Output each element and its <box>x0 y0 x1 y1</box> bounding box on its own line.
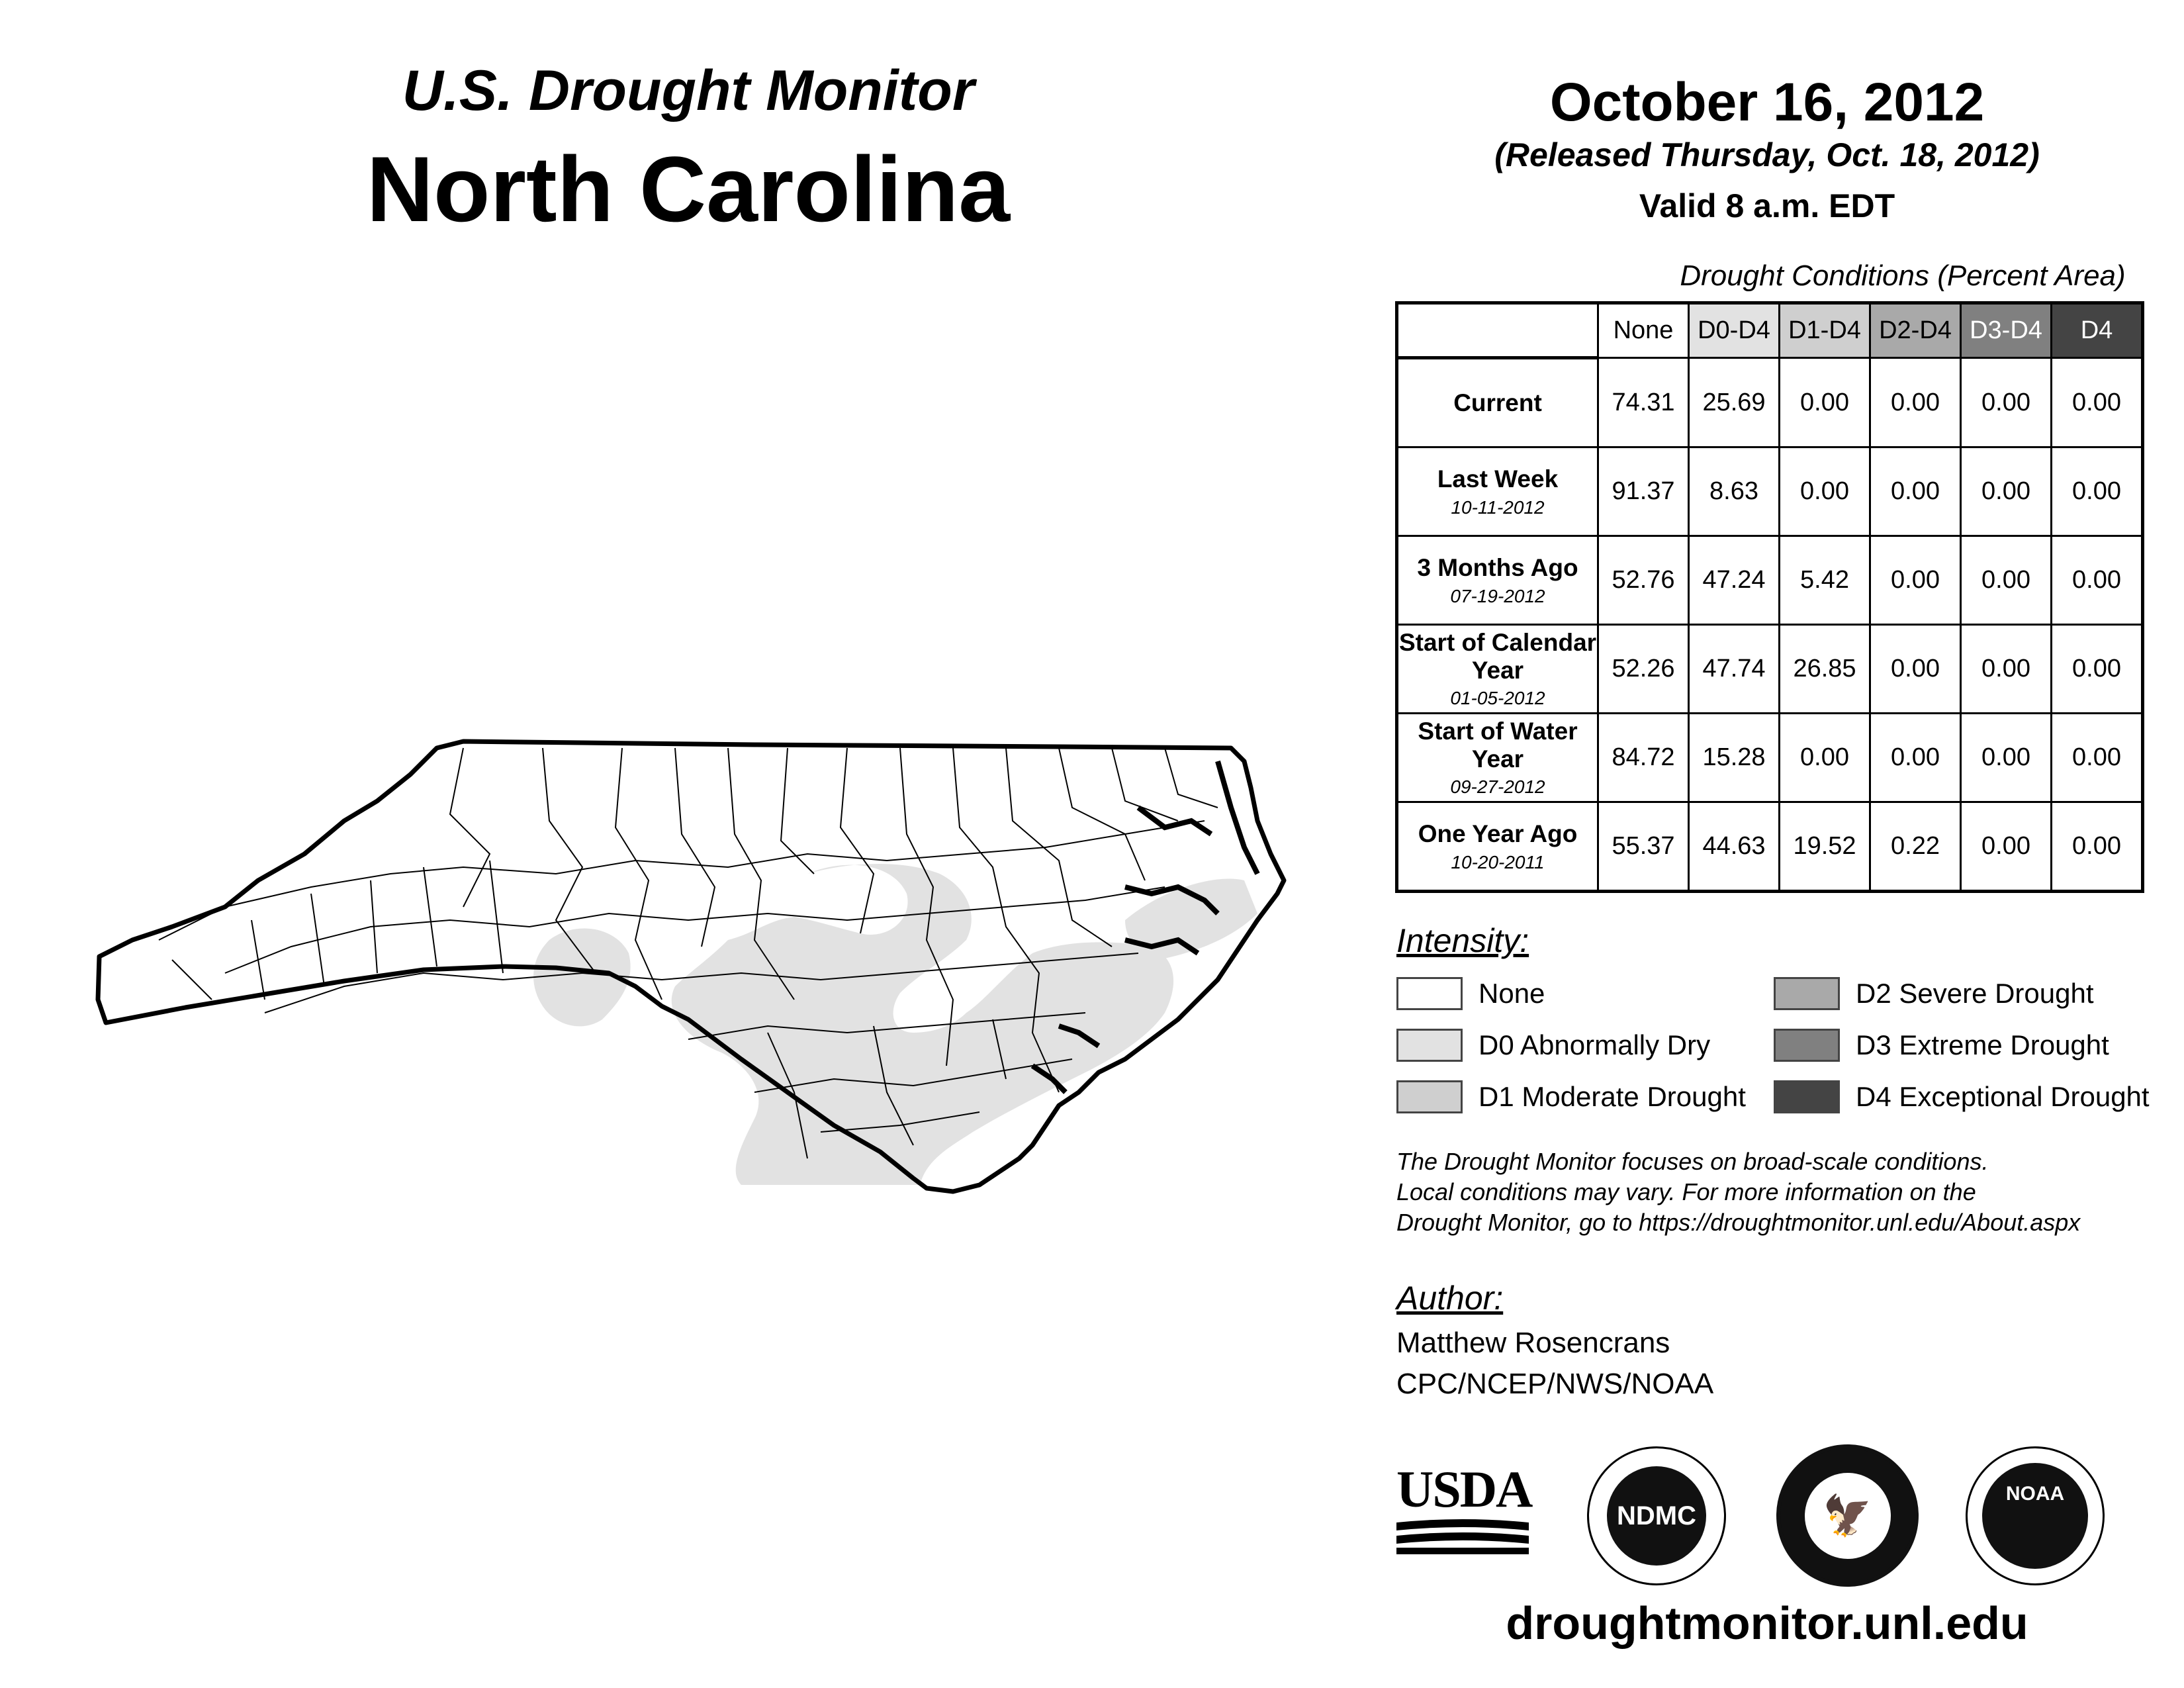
state-title: North Carolina <box>366 137 1011 241</box>
table-row <box>1397 802 2143 892</box>
table-cell: 0.00 <box>1780 447 1870 536</box>
legend-swatch <box>1774 1029 1840 1062</box>
map-date: October 16, 2012 <box>1549 72 1985 132</box>
table-cell: 52.76 <box>1598 536 1689 625</box>
table-cell: 0.00 <box>2052 802 2143 892</box>
table-cell: 0.00 <box>1961 802 2052 892</box>
valid-time: Valid 8 a.m. EDT <box>1639 187 1895 224</box>
table-cell: 0.00 <box>2052 714 2143 802</box>
row-date: 09-27-2012 <box>1450 776 1545 798</box>
col-d2-d4: D2-D4 <box>1870 303 1961 358</box>
legend-swatch <box>1774 977 1840 1010</box>
row-date: 07-19-2012 <box>1450 585 1545 606</box>
header-blank <box>1397 303 1598 358</box>
table-cell: 0.00 <box>1870 625 1961 714</box>
col-none: None <box>1598 303 1689 358</box>
commerce-seal-logo <box>1776 1444 1919 1587</box>
monitor-title: U.S. Drought Monitor <box>402 59 975 122</box>
table-cell: 15.28 <box>1689 714 1780 802</box>
legend-item-d1: D1 Moderate Drought <box>1396 1080 1746 1113</box>
state-map <box>93 722 1310 1198</box>
table-cell: 0.00 <box>2052 447 2143 536</box>
table-cell: 74.31 <box>1598 358 1689 447</box>
table-cell: 0.00 <box>1780 358 1870 447</box>
author-info <box>1396 1323 1713 1405</box>
legend-swatch <box>1396 977 1463 1010</box>
table-cell: 0.00 <box>1961 358 2052 447</box>
row-date: 10-20-2011 <box>1451 851 1545 872</box>
table-cell: 0.00 <box>1870 536 1961 625</box>
website-url: droughtmonitor.unl.edu <box>1506 1597 2028 1649</box>
table-cell: 84.72 <box>1598 714 1689 802</box>
table-cell: 25.69 <box>1689 358 1780 447</box>
legend-item-d0: D0 Abnormally Dry <box>1396 1029 1710 1062</box>
col-d3-d4: D3-D4 <box>1961 303 2052 358</box>
table-cell: 0.00 <box>1961 536 2052 625</box>
table-cell: 0.00 <box>1961 447 2052 536</box>
row-label: Start of Water Year 09-27-2012 <box>1397 714 1598 802</box>
table-cell: 52.26 <box>1598 625 1689 714</box>
col-d1-d4: D1-D4 <box>1780 303 1870 358</box>
disclaimer-note: The Drought Monitor focuses on broad-scale conditions. Local conditions may vary. For more information on the Drought Monitor, go to https://droughtmonitor.unl.edu/About.aspx <box>1396 1148 2081 1236</box>
row-label: Last Week 10-11-2012 <box>1397 447 1598 536</box>
legend-item-d2: D2 Severe Drought <box>1774 977 2094 1010</box>
ndmc-logo: NDMC <box>1587 1446 1726 1585</box>
col-d0-d4: D0-D4 <box>1689 303 1780 358</box>
table-cell: 47.24 <box>1689 536 1780 625</box>
table-cell: 8.63 <box>1689 447 1780 536</box>
col-d4: D4 <box>2052 303 2143 358</box>
table-cell: 47.74 <box>1689 625 1780 714</box>
table-cell: 0.00 <box>1870 714 1961 802</box>
drought-conditions-table <box>1395 301 2144 893</box>
intensity-heading: Intensity: <box>1396 922 1529 959</box>
row-label: Start of Calendar Year 01-05-2012 <box>1397 625 1598 714</box>
row-label: One Year Ago 10-20-2011 <box>1397 802 1598 892</box>
legend-swatch <box>1396 1029 1463 1062</box>
row-label: Current <box>1397 358 1598 447</box>
table-row <box>1397 536 2143 625</box>
table-cell: 44.63 <box>1689 802 1780 892</box>
legend-item-d4: D4 Exceptional Drought <box>1774 1080 2150 1113</box>
author-heading: Author: <box>1396 1280 1504 1317</box>
row-label: 3 Months Ago 07-19-2012 <box>1397 536 1598 625</box>
table-row <box>1397 447 2143 536</box>
table-cell: 0.00 <box>2052 625 2143 714</box>
table-caption: Drought Conditions (Percent Area) <box>1680 259 2126 292</box>
table-cell: 0.00 <box>2052 358 2143 447</box>
release-date: (Released Thursday, Oct. 18, 2012) <box>1494 136 2040 173</box>
author-org: CPC/NCEP/NWS/NOAA <box>1396 1368 1714 1400</box>
table-cell: 91.37 <box>1598 447 1689 536</box>
legend-item-d3: D3 Extreme Drought <box>1774 1029 2109 1062</box>
legend-item-none: None <box>1396 977 1545 1010</box>
table-cell: 55.37 <box>1598 802 1689 892</box>
legend-swatch <box>1774 1080 1840 1113</box>
author-name: Matthew Rosencrans <box>1396 1327 1670 1359</box>
table-header-row <box>1397 303 2143 358</box>
table-row <box>1397 714 2143 802</box>
table-cell: 0.00 <box>1870 358 1961 447</box>
table-row <box>1397 625 2143 714</box>
row-date: 10-11-2012 <box>1451 496 1545 518</box>
table-row <box>1397 358 2143 447</box>
usda-stripes <box>1396 1516 1529 1556</box>
table-cell: 0.00 <box>2052 536 2143 625</box>
table-cell: 5.42 <box>1780 536 1870 625</box>
table-cell: 0.00 <box>1961 625 2052 714</box>
legend-swatch <box>1396 1080 1463 1113</box>
noaa-logo: NOAA <box>1966 1446 2105 1585</box>
table-cell: 0.00 <box>1870 447 1961 536</box>
table-cell: 26.85 <box>1780 625 1870 714</box>
table-cell: 0.22 <box>1870 802 1961 892</box>
table-cell: 0.00 <box>1961 714 2052 802</box>
table-cell: 19.52 <box>1780 802 1870 892</box>
usda-logo: USDA <box>1396 1463 1529 1559</box>
table-cell: 0.00 <box>1780 714 1870 802</box>
eagle-icon: 🦅 <box>1805 1473 1891 1559</box>
row-date: 01-05-2012 <box>1450 688 1545 709</box>
